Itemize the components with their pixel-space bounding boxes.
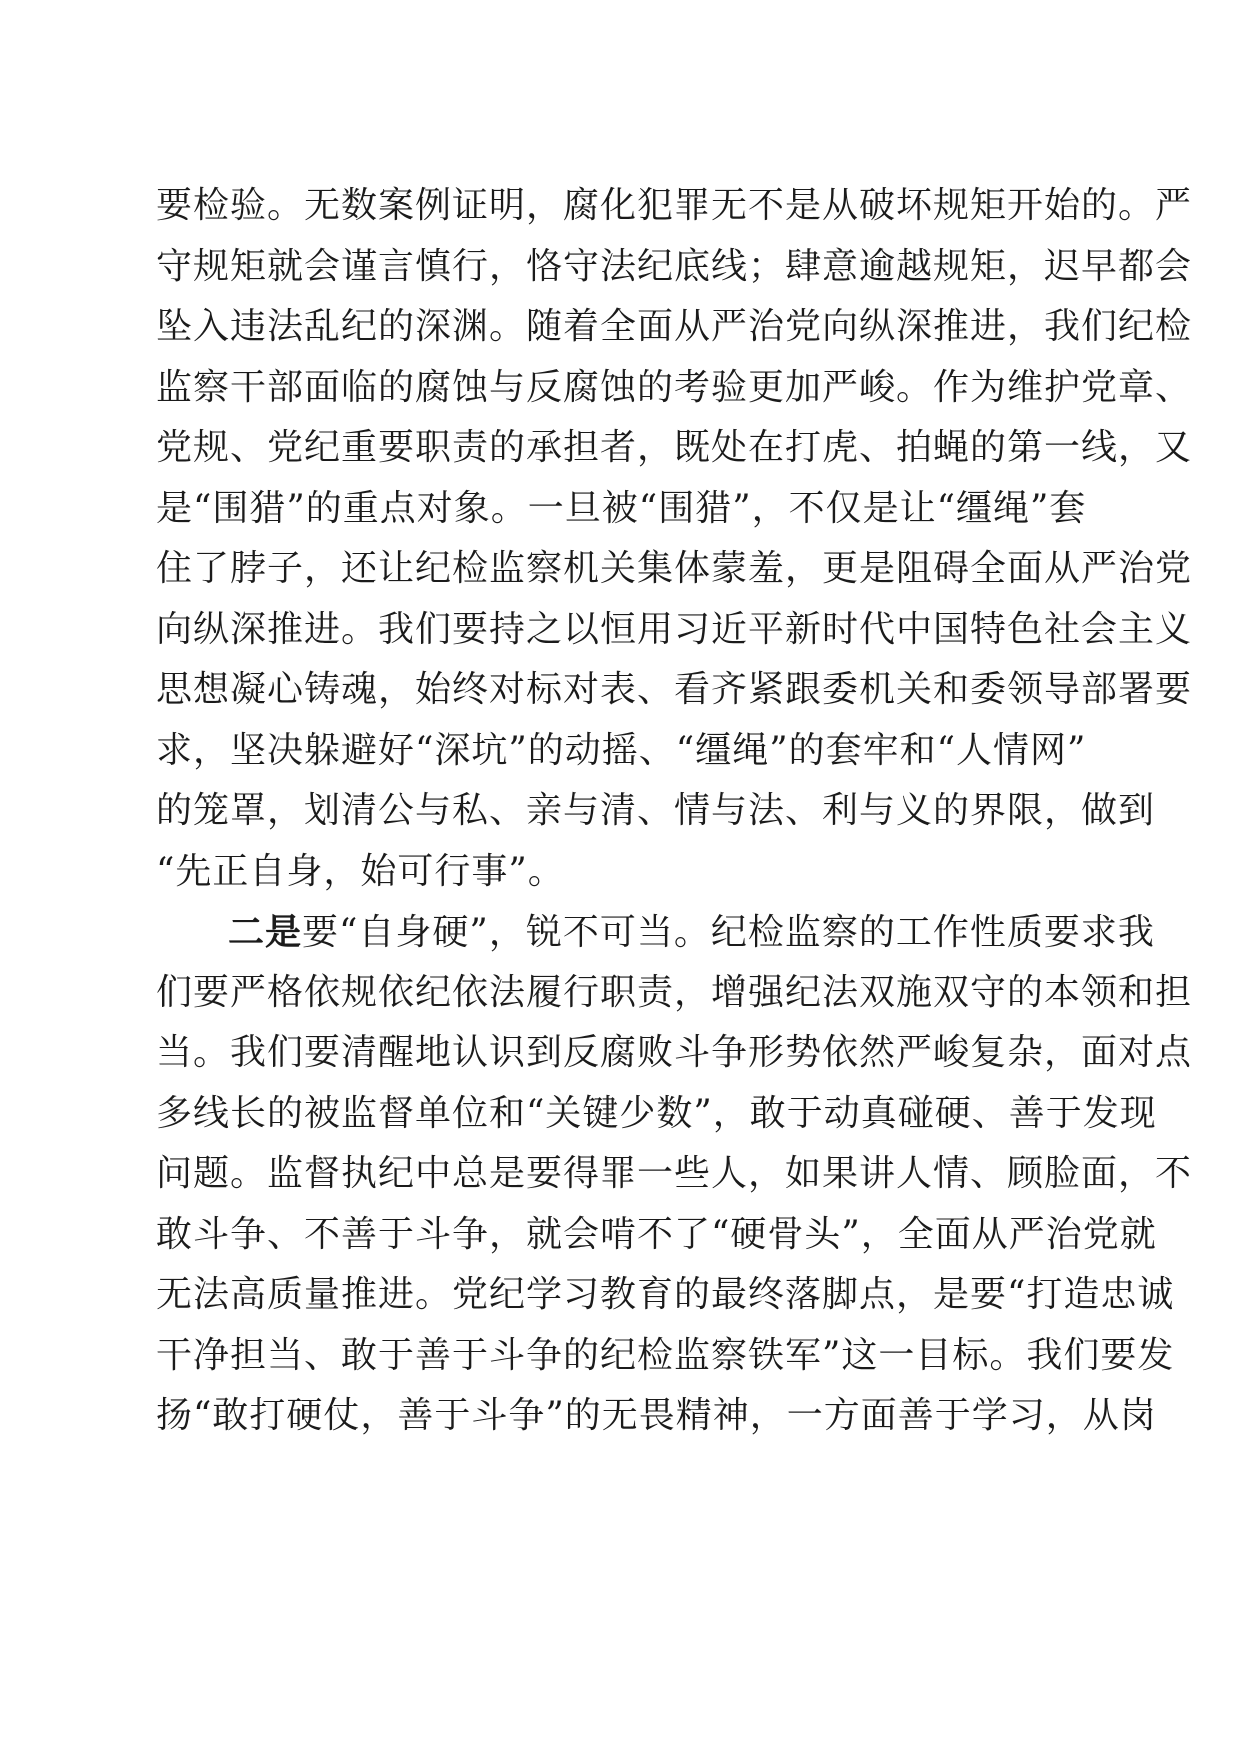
text-line: 扬“敢打硬仗，善于斗争”的无畏精神，一方面善于学习，从岗 <box>156 1395 1157 1436</box>
text-line: 监察干部面临的腐蚀与反腐蚀的考验更加严峻。作为维护党章、 <box>156 366 1193 408</box>
paragraph-first-line <box>156 902 1155 963</box>
text-line: 们要严格依规依纪依法履行职责，增强纪法双施双守的本领和担 <box>156 971 1193 1013</box>
text-line: 无法高质量推进。党纪学习教育的最终落脚点，是要“打造忠诚 <box>156 1274 1175 1315</box>
text-line: 住了脖子，还让纪检监察机关集体蒙羞，更是阻碍全面从严治党 <box>156 548 1193 589</box>
paragraph-lead: 二是 <box>228 911 303 953</box>
paragraph-2 <box>156 902 1193 1447</box>
text-line: 求，坚决躲避好“深坑”的动摇、“缰绳”的套牢和“人情网” <box>156 729 1087 771</box>
text-line: 多线长的被监督单位和“关键少数”，敢于动真碰硬、善于发现 <box>156 1092 1157 1134</box>
text-line: 是“围猎”的重点对象。一旦被“围猎”，不仅是让“缰绳”套 <box>156 487 1087 529</box>
text-line: 问题。监督执纪中总是要得罪一些人，如果讲人情、顾脸面，不 <box>156 1153 1193 1194</box>
text-line: 干净担当、敢于善于斗争的纪检监察铁军”这一目标。我们要发 <box>156 1334 1175 1376</box>
text-line: 坠入违法乱纪的深渊。随着全面从严治党向纵深推进，我们纪检 <box>156 306 1193 347</box>
text-line: 党规、党纪重要职责的承担者，既处在打虎、拍蝇的第一线，又 <box>156 427 1193 468</box>
text-line: 的笼罩，划清公与私、亲与清、情与法、利与义的界限，做到 <box>156 790 1156 831</box>
text-line: 向纵深推进。我们要持之以恒用习近平新时代中国特色社会主义 <box>156 608 1193 650</box>
text-line: 当。我们要清醒地认识到反腐败斗争形势依然严峻复杂，面对点 <box>156 1032 1193 1073</box>
text-line: “先正自身，始可行事”。 <box>156 850 565 892</box>
text-line: 守规矩就会谨言慎行，恪守法纪底线；肆意逾越规矩，迟早都会 <box>156 245 1193 287</box>
text-line: 敢斗争、不善于斗争，就会啃不了“硬骨头”，全面从严治党就 <box>156 1213 1157 1255</box>
text-line: 要检验。无数案例证明，腐化犯罪无不是从破坏规矩开始的。严 <box>156 185 1193 226</box>
body-text <box>156 176 1193 1447</box>
paragraph-1 <box>156 176 1193 902</box>
text-line: 思想凝心铸魂，始终对标对表、看齐紧跟委机关和委领导部署要 <box>156 669 1193 710</box>
text-run: 要“自身硬”，锐不可当。纪检监察的工作性质要求我 <box>302 912 1155 953</box>
